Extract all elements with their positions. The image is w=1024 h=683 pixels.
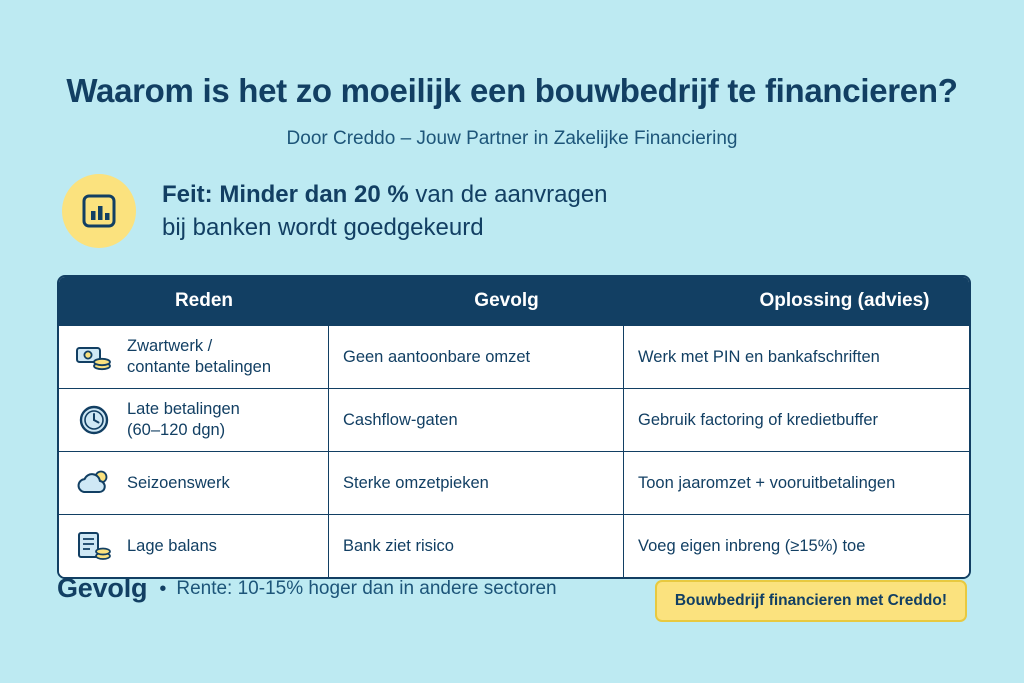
- cell-solution: Voeg eigen inbreng (≥15%) toe: [638, 536, 866, 555]
- table-row: [59, 451, 969, 514]
- balance-sheet-coins-icon: [73, 528, 115, 564]
- bar-chart-icon: [62, 174, 136, 248]
- bullet-icon: •: [159, 577, 167, 600]
- page-subtitle: Door Creddo – Jouw Partner in Zakelijke Financiering: [286, 128, 738, 149]
- column-header-oplossing: Oplossing (advies): [759, 290, 930, 311]
- cell-consequence: Cashflow-gaten: [329, 389, 624, 451]
- cell-reason: [59, 326, 329, 388]
- reason-label: Zwartwerk / contante betalingen: [127, 337, 272, 376]
- reason-label: Lage balans: [127, 536, 217, 555]
- cell-solution: Werk met PIN en bankafschriften: [638, 347, 880, 366]
- footer-note: Rente: 10-15% hoger dan in andere sectoren: [176, 577, 557, 599]
- cell-consequence: Sterke omzetpieken: [329, 452, 624, 514]
- cta-button[interactable]: Bouwbedrijf financieren met Creddo!: [655, 580, 967, 622]
- fact-text: [162, 170, 608, 244]
- sun-cloud-icon: [73, 465, 115, 501]
- cell-solution: Gebruik factoring of kredietbuffer: [638, 410, 878, 429]
- reasons-table: [57, 275, 971, 579]
- column-header-reden: Reden: [174, 290, 234, 311]
- reason-label: Late betalingen (60–120 dgn): [127, 400, 240, 439]
- reason-label: Seizoenswerk: [127, 473, 230, 492]
- fact-line1-bold: Feit: Minder dan 20 %: [162, 181, 409, 208]
- fact-line2: bij banken wordt goedgekeurd: [162, 214, 484, 242]
- page-title: Waarom is het zo moeilijk een bouwbedrijf te financieren?: [66, 72, 958, 109]
- table-row: [59, 325, 969, 388]
- table-header-row: [59, 277, 969, 325]
- cell-consequence: Geen aantoonbare omzet: [329, 326, 624, 388]
- clock-icon: [73, 402, 115, 438]
- column-header-gevolg: Gevolg: [474, 290, 539, 311]
- table-row: [59, 388, 969, 451]
- cell-reason: [59, 452, 329, 514]
- cell-reason: [59, 515, 329, 577]
- fact-block: [62, 170, 962, 248]
- cell-solution: Toon jaaromzet + vooruitbetalingen: [638, 473, 896, 492]
- cell-consequence: Bank ziet risico: [329, 515, 624, 577]
- fact-line1-rest: van de aanvragen: [408, 181, 608, 208]
- cell-reason: [59, 389, 329, 451]
- footer-label: Gevolg: [57, 573, 148, 603]
- cash-money-icon: [73, 339, 115, 375]
- table-row: [59, 514, 969, 577]
